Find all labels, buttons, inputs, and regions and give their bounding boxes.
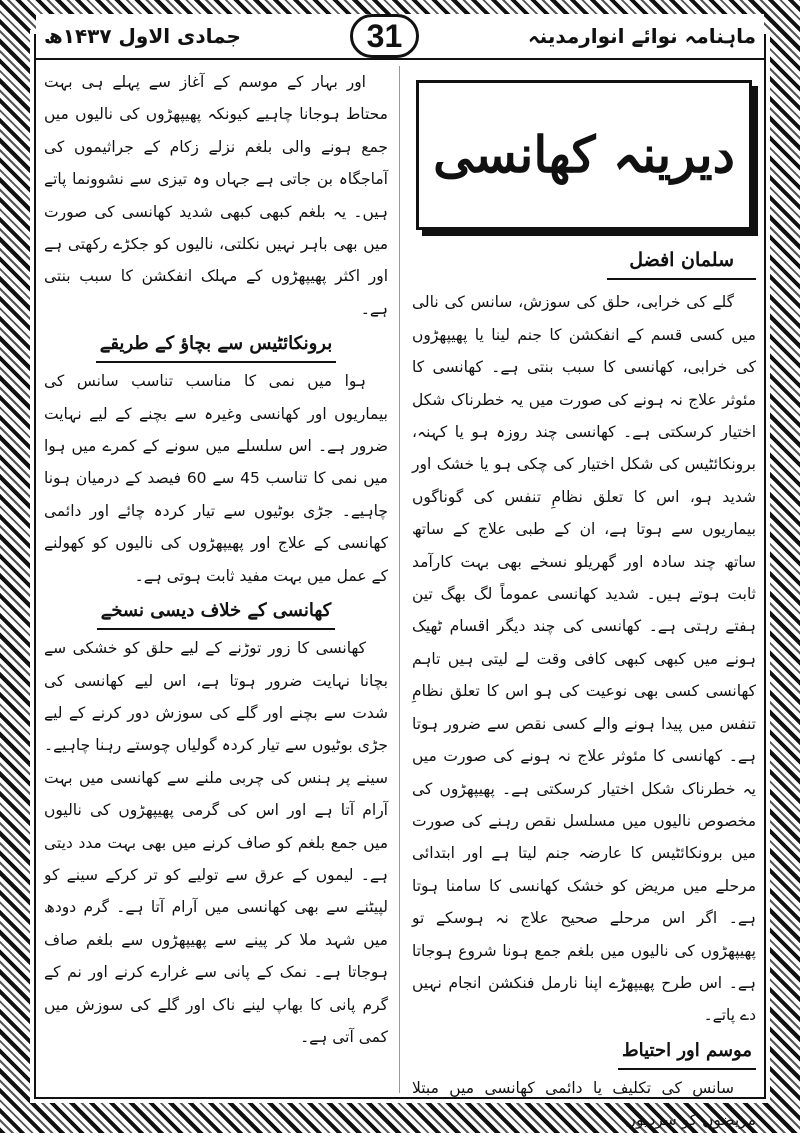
column-divider [399,66,400,1093]
season-continuation: اور بہار کے موسم کے آغاز سے پہلے ہی بہت محتاط ہوجانا چاہیے کیونکہ پھیپھڑوں کی نالیوں میں جمع ہونے والی بلغم نزلے زکام کے جراثیموں کی آماجگاہ بن جاتی ہے جہاں وہ تیزی سے نشوونما پاتے ہیں۔ یہ بلغم کبھی کبھی شدید کھانسی کی صورت میں بھی باہر نہیں نکلتی، نالیوں کو جکڑے رکھتی ہے اور اکثر پھیپھڑوں کے مہلک انفکشن کا سبب بنتی ہے۔ [44,73,388,318]
season-paragraph: سانس کی تکلیف یا دائمی کھانسی میں مبتلا مریضوں کو سردیوں [412,1078,756,1130]
season-heading-row [412,1034,756,1070]
intro-paragraph: گلے کی خرابی، حلق کی سوزش، سانس کی نالی میں کسی قسم کے انفکشن کا جنم لینا یا پھیپھڑوں کی خرابی، کھانسی کا سبب بنتی ہے۔ کھانسی کا مئوثر علاج نہ ہونے کی صورت میں یہ خطرناک شکل اختیار کرسکتی ہے۔ کھانسی چند روزہ ہو یا کہنہ، برونکائٹیس کی شکل اختیار کی چکی ہو یا خشک اور شدید ہو، اس کا تعلق نظامِ تنفس کی گوناگوں بیماریوں سے ہوتا ہے، ان کے طبی علاج کے ساتھ ساتھ چند سادہ اور گھریلو نسخے بھی بہت کارآمد ثابت ہوتے ہیں۔ شدید کھانسی عموماً لگ بھگ تین ہفتے رہتی ہے۔ کھانسی کی چند دیگر اقسام ٹھیک ہونے میں کبھی کبھی کافی وقت لے لیتی ہیں تاہم کھانسی کسی بھی نوعیت کی ہو اس کا تعلق نظامِ تنفس میں پیدا ہونے والے کسی نقص سے ضرور ہوتا ہے۔ کھانسی کا مئوثر علاج نہ ہونے کی صورت میں یہ خطرناک شکل اختیار کرسکتی ہے۔ پھیپھڑوں کی مخصوص نالیوں میں مسلسل نقص رہنے کی صورت میں برونکائٹیس کا عارضہ جنم لیتا ہے اور ابتدائی مرحلے میں مریض کو خشک کھانسی کا سامنا ہوتا ہے۔ اگر اس مرحلے صحیح علاج نہ ہوسکے تو پھیپھڑوں کی نالیوں میں بلغم جمع ہونا شروع ہوجاتا ہے۔ اس طرح پھیپھڑے اپنا نارمل فنکشن انجام نہیں دے پاتے۔ [412,293,756,1025]
author-row [412,244,756,280]
left-column [40,66,392,1093]
remedies-paragraph: کھانسی کا زور توڑنے کے لیے حلق کو خشکی سے بچانا نہایت ضرور ہوتا ہے، اس لیے کھانسی کی شدت سے بچنے اور گلے کی سوزش دور کرنے کے لیے جڑی بوٹیوں سے تیار کردہ گولیاں چوستے رہنا چاہیے۔ سینے پر ہنس کی چربی ملنے سے کھانسی میں بہت آرام آتا ہے اور اس کی گرمی پھیپھڑوں کی نالیوں میں جمع بلغم کو صاف کرنے میں بھی بہت مدد دیتی ہے۔ لیموں کے عرق سے تولیے کو تر کرکے سینے کو لپیٹنے سے بھی کھانسی میں آرام آتا ہے۔ گرم دودھ میں شہد ملا کر پینے سے پھیپھڑوں سے بلغم صاف ہوجاتا ہے۔ نمک کے پانی سے غرارے کرنے اور نم کے گرم پانی کا بھاپ لینے ناک اور گلے کی سوزش میں کمی آتی ہے۔ [44,639,388,1046]
bronchitis-heading-row [44,327,388,363]
remedies-heading: کھانسی کے خلاف دیسی نسخے [97,594,335,630]
magazine-name: ماہنامہ نوائے انوارمدینہ [520,24,764,48]
article-title: دیرینہ کھانسی [433,124,735,184]
issue-date: جمادی الاول ۱۴۳۷ھ [36,24,249,48]
page-header [36,14,764,58]
page-number: 31 [350,14,420,58]
remedies-heading-row [44,594,388,630]
bronchitis-heading: برونکائٹیس سے بچاؤ کے طریقے [96,327,336,363]
title-box [416,80,752,230]
header-rule [36,58,764,60]
article-author: سلمان افضل [607,244,756,280]
right-column [408,66,760,1130]
season-heading: موسم اور احتیاط [618,1034,756,1070]
bronchitis-paragraph: ہوا میں نمی کا مناسب تناسب سانس کی بیماریوں اور کھانسی وغیرہ سے بچنے کے لیے نہایت ضرور ہے۔ اس سلسلے میں سونے کے کمرے میں ہوا میں نمی کا تناسب 45 سے 60 فیصد کے درمیان ہونا چاہیے۔ جڑی بوٹیوں سے تیار کردہ چائے اور دائمی کھانسی کے علاج اور پھیپھڑوں کی نالیوں کو کھولنے کے عمل میں بہت مفید ثابت ہوتی ہے۔ [44,372,388,585]
